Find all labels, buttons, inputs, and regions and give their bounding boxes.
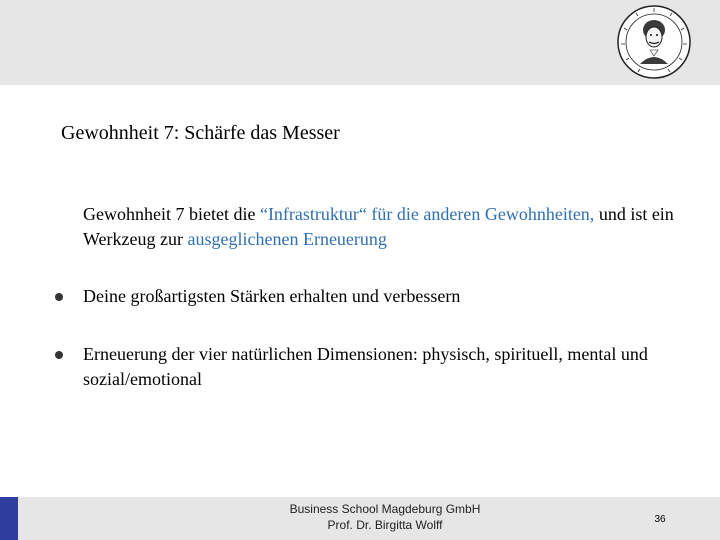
footer-accent-bar: [0, 497, 18, 540]
page-number: 36: [654, 514, 666, 525]
footer-author: Prof. Dr. Birgitta Wolff: [327, 518, 443, 532]
bullet-dot-icon: [55, 293, 63, 301]
intro-text: Gewohnheit 7 bietet die: [83, 204, 260, 224]
bullet-text: Erneuerung der vier natürlichen Dimensionen: physisch, spirituell, mental und sozial/emotional: [83, 344, 648, 389]
bullet-dot-icon: [55, 351, 63, 359]
intro-paragraph: [83, 202, 683, 252]
intro-highlight-infrastructure: “Infrastruktur“ für die anderen Gewohnheiten,: [259, 204, 595, 224]
bullet-text: Deine großartigsten Stärken erhalten und verbessern: [83, 286, 461, 306]
university-seal-portrait-icon: [616, 4, 692, 80]
header-band: [0, 0, 720, 85]
footer-institution: Business School Magdeburg GmbH: [289, 502, 481, 516]
intro-text-continued: und ist ein Werkzeug zur: [83, 204, 674, 249]
slide-title: Gewohnheit 7: Schärfe das Messer: [61, 122, 340, 144]
intro-highlight-renewal: ausgeglichenen Erneuerung: [187, 229, 387, 249]
